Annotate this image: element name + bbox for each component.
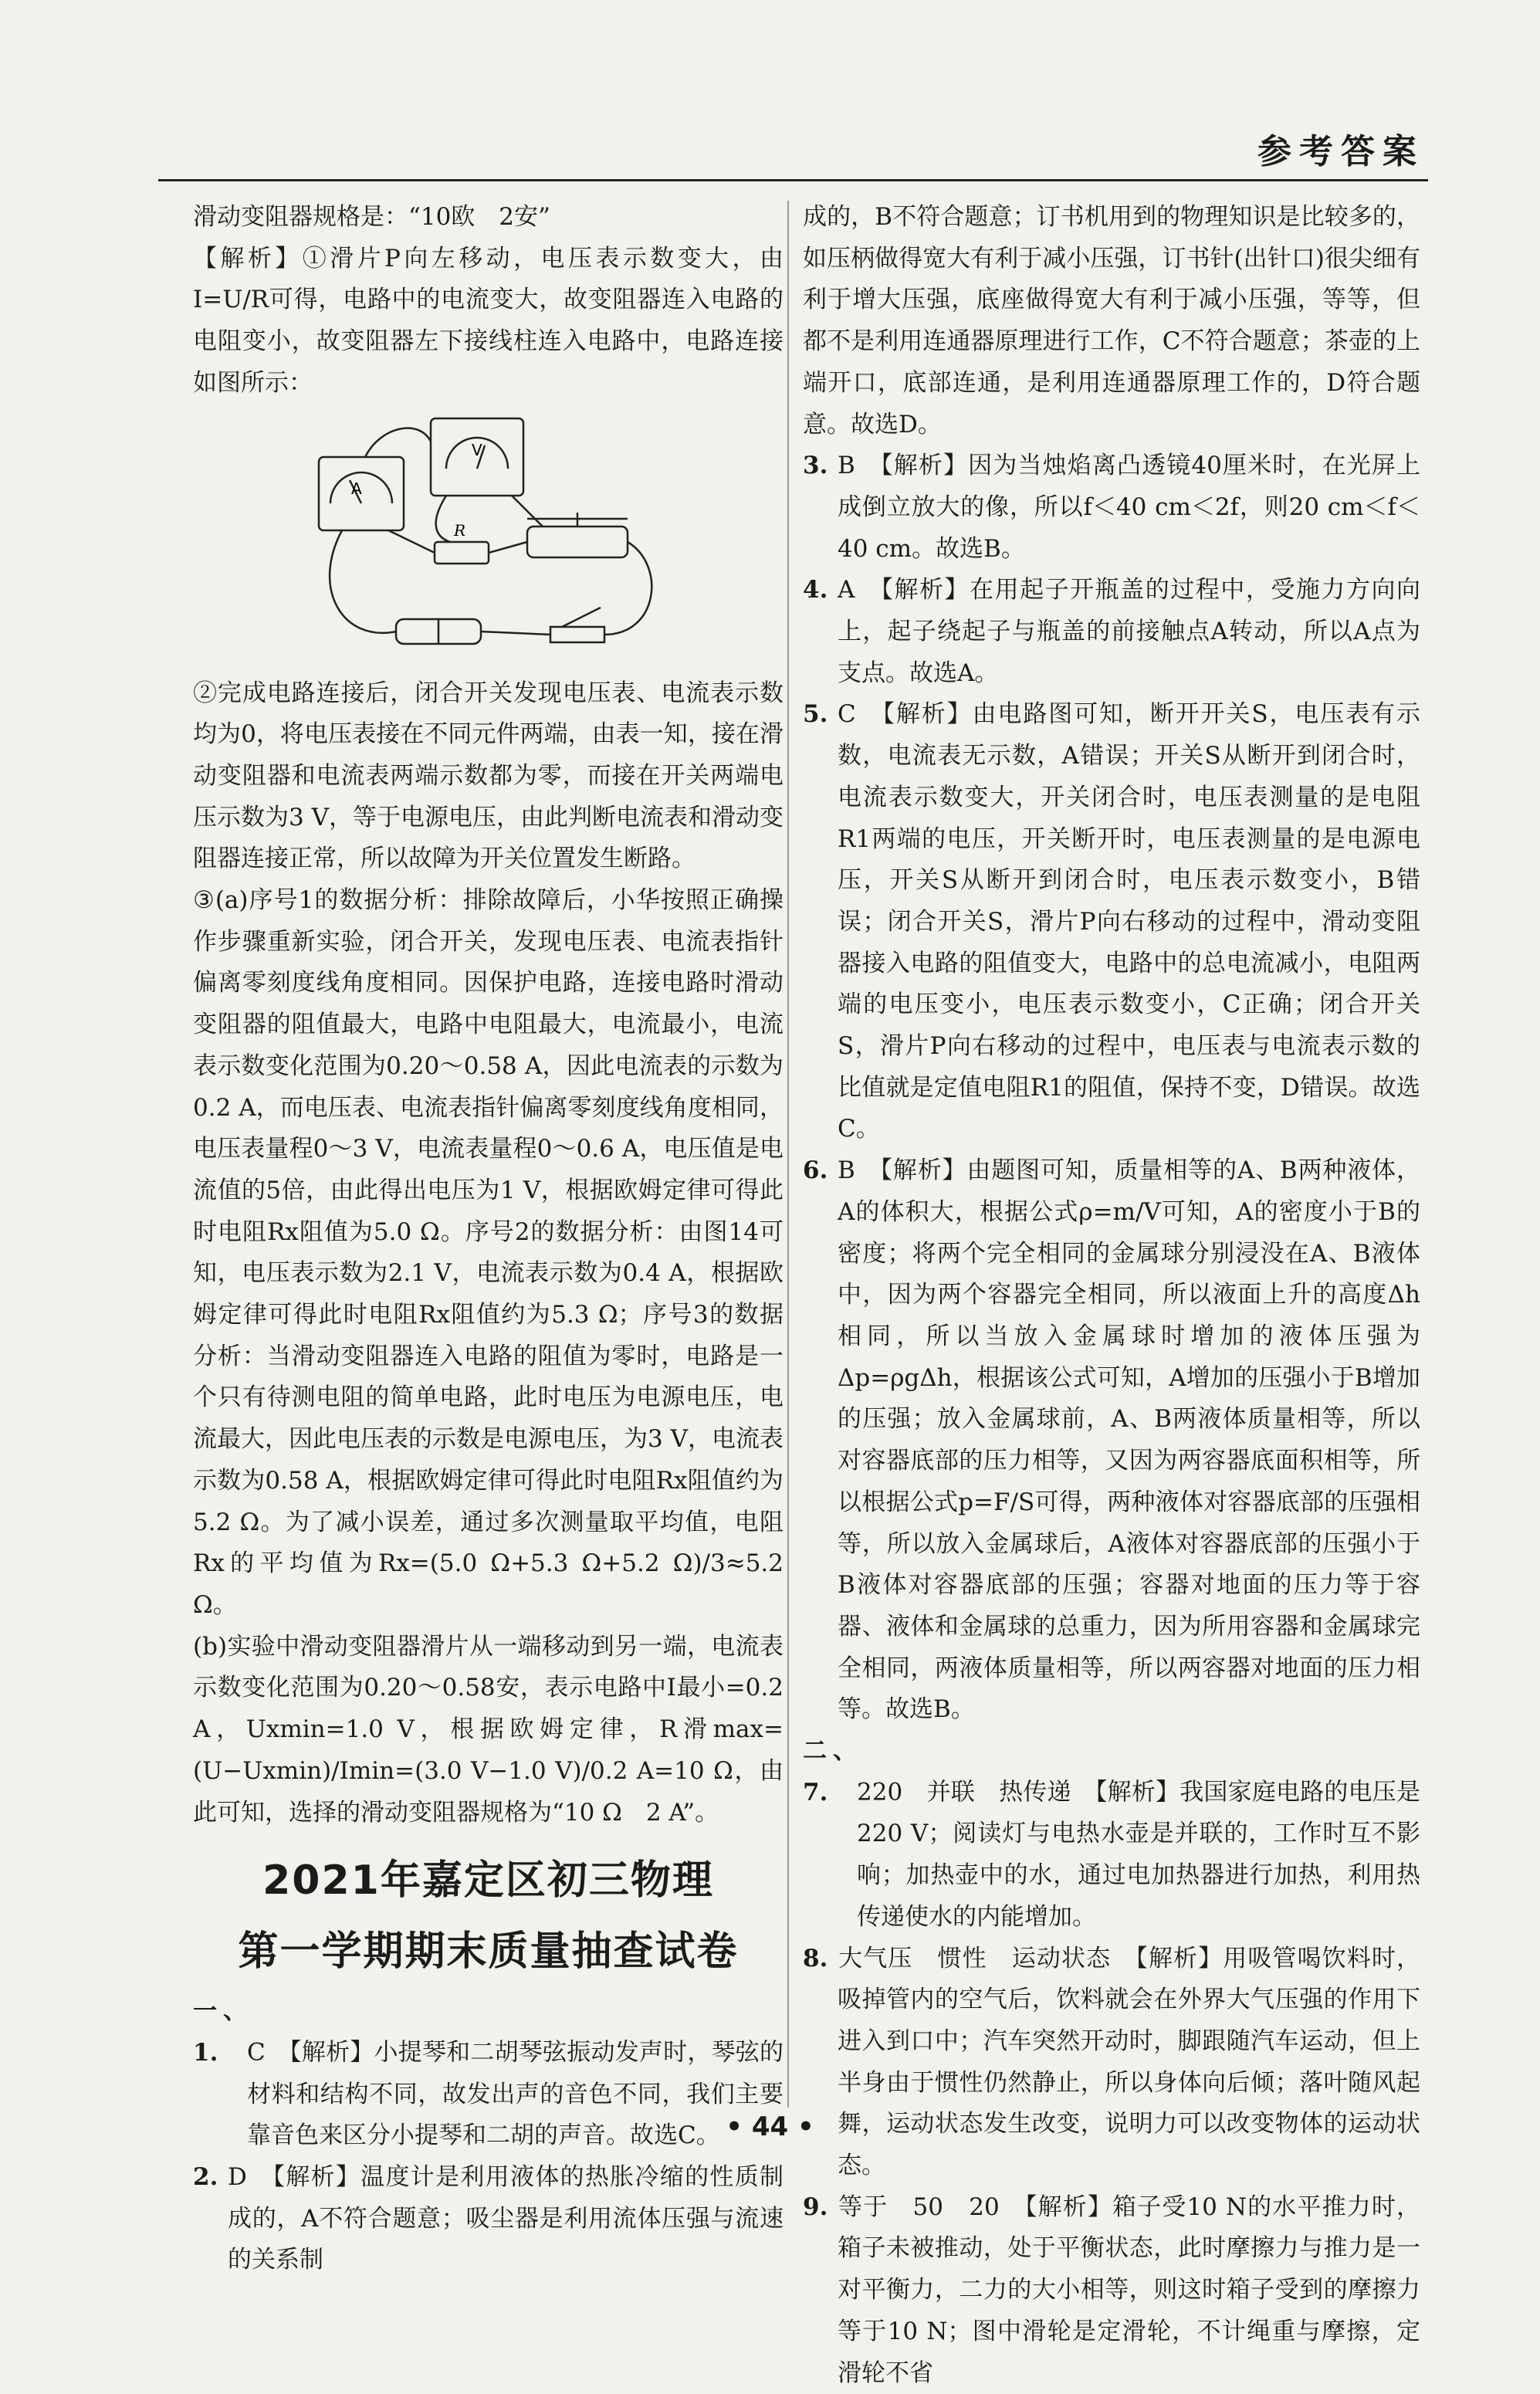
answer-3 — [803, 445, 1420, 570]
rheostat-spec: 滑动变阻器规格是：“10欧 2安” — [193, 203, 550, 231]
analysis-step2: ②完成电路连接后，闭合开关发现电压表、电流表示数均为0，将电压表接在不同元件两端，由表一知，接在滑动变阻器和电流表两端示数都为零，而接在开关两端电压示数为3 V，等于电源电压，由此判断电流表和滑动变阻器连接正常，所以故障为开关位置发生断路。 — [193, 679, 784, 873]
answer-3-text: B 【解析】因为当烛焰离凸透镜40厘米时，在光屏上成倒立放大的像，所以f＜40 cm＜2f，则20 cm＜f＜40 cm。故选B。 — [838, 452, 1420, 563]
answer-7-text: 220 并联 热传递 【解析】我国家庭电路的电压是220 V；阅读灯与电热水壶是并联的，工作时互不影响；加热壶中的水，通过电加热器进行加热，利用热传递使水的内能增加。 — [857, 1778, 1420, 1931]
answer-4-number: 4. — [803, 576, 828, 604]
answer-1-number: 一、1. — [193, 1997, 247, 2067]
answer-2-continued: 成的，B不符合题意；订书机用到的物理知识是比较多的，如压柄做得宽大有利于减小压强，订书针(出针口)很尖细有利于增大压强，底座做得宽大有利于减小压强，等等，但都不是利用连通器原理进行工作，C不符合题意；茶壶的上端开口，底部连通，是利用连通器原理工作的，D符合题意。故选D。 — [803, 203, 1420, 439]
analysis-step1: 【解析】①滑片P向左移动，电压表示数变大，由I=U/R可得，电路中的电流变大，故变阻器连入电路的电阻变小，故变阻器左下接线柱连入电路中，电路连接如图所示： — [193, 244, 784, 397]
page-number: • 44 • — [726, 2111, 814, 2142]
answer-4-text: A 【解析】在用起子开瓶盖的过程中，受施力方向向上，起子绕起子与瓶盖的前接触点A转动，所以A点为支点。故选A。 — [838, 576, 1420, 687]
answer-2-number: 2. — [193, 2163, 218, 2192]
answer-7-number: 二、7. — [803, 1737, 857, 1807]
switch-base — [550, 627, 604, 642]
right-column — [803, 197, 1420, 2394]
answer-3-number: 3. — [803, 452, 828, 480]
answer-6 — [803, 1150, 1420, 1731]
rheostat-body — [527, 527, 628, 557]
answer-8-text: 大气压 惯性 运动状态 【解析】用吸管喝饮料时，吸掉管内的空气后，饮料就会在外界大气压强的作用下进入到口中；汽车突然开动时，脚跟随汽车运动，但上半身由于惯性仍然静止，所以身体向后倾；落叶随风起舞，运动状态发生改变，说明力可以改变物体的运动状态。 — [838, 1944, 1420, 2180]
answer-5-text: C 【解析】由电路图可知，断开开关S，电压表有示数，电流表无示数，A错误；开关S从断开到闭合时，电流表示数变大，开关闭合时，电压表测量的是电阻R1两端的电压，开关断开时，电压表测量的是电源电压，开关S从断开到闭合时，电压表示数变小，B错误；闭合开关S，滑片P向右移动的过程中，滑动变阻器接入电路的阻值变大，电路中的总电流减小，电阻两端的电压变小，电压表示数变小，C正确；闭合开关S，滑片P向右移动的过程中，电压表与电流表示数的比值就是定值电阻R1的阻值，保持不变，D错误。故选C。 — [838, 700, 1420, 1143]
answer-9-text: 等于 50 20 【解析】箱子受10 N的水平推力时，箱子未被推动，处于平衡状态，此时摩擦力与推力是一对平衡力，二力的大小相等，则这时箱子受到的摩擦力等于10 N；图中滑轮是定滑轮，不计绳重与摩擦，定滑轮不省 — [838, 2193, 1420, 2387]
left-column — [193, 197, 784, 2281]
answer-2-text: D 【解析】温度计是利用液体的热胀冷缩的性质制成的，A不符合题意；吸尘器是利用流体压强与流速的关系制 — [228, 2163, 784, 2274]
header-title: 参考答案 — [1257, 132, 1424, 171]
answer-6-text: B 【解析】由题图可知，质量相等的A、B两种液体，A的体积大，根据公式ρ=m/V可知，A的密度小于B的密度；将两个完全相同的金属球分别浸没在A、B液体中，因为两个容器完全相同，所以液面上升的高度Δh相同，所以当放入金属球时增加的液体压强为Δp=ρgΔh，根据该公式可知，A增加的压强小于B增加的压强；放入金属球前，A、B两液体质量相等，所以对容器底部的压力相等，又因为两容器底面积相等，所以根据公式p=F/S可得，两种液体对容器底部的压强相等，所以放入金属球后，A液体对容器底部的压强小于B液体对容器底部的压强；容器对地面的压力等于容器、液体和金属球的总重力，因为所用容器和金属球完全相同，两液体质量相等，所以两容器对地面的压力相等。故选B。 — [838, 1156, 1420, 1724]
analysis-step3b: (b)实验中滑动变阻器滑片从一端移动到另一端，电流表示数变化范围为0.20～0.58安，表示电路中I最小=0.2 A，Uxmin=1.0 V，根据欧姆定律，R滑max=(U−Uxmin)/Imin=(3.0 V−1.0 V)/0.2 A=10 Ω，由此可知，选择的滑动变阻器规格为“10 Ω 2 A”。 — [193, 1632, 784, 1827]
circuit-diagram — [296, 411, 682, 665]
column-divider — [787, 201, 789, 2108]
resistor-label: R — [453, 520, 465, 540]
analysis-step3a: ③(a)序号1的数据分析：排除故障后，小华按照正确操作步骤重新实验，闭合开关，发现电压表、电流表指针偏离零刻度线角度相同。因保护电路，连接电路时滑动变阻器的阻值最大，电路中电阻最大，电流最小，电流表示数变化范围为0.20～0.58 A，因此电流表的示数为0.2 A，而电压表、电流表指针偏离零刻度线角度相同，电压表量程0～3 V，电流表量程0～0.6 A，电压值是电流值的5倍，由此得出电压为1 V，根据欧姆定律可得此时电阻Rx阻值为5.0 Ω。序号2的数据分析：由图14可知，电压表示数为2.1 V，电流表示数为0.4 A，根据欧姆定律可得此时电阻Rx阻值约为5.3 Ω；序号3的数据分析：当滑动变阻器连入电路的阻值为零时，电路是一个只有待测电阻的简单电路，此时电压为电源电压，电流最大，因此电压表的示数是电源电压，为3 V，电流表示数为0.58 A，根据欧姆定律可得此时电阻Rx阻值约为5.2 Ω。为了减小误差，通过多次测量取平均值，电阻Rx的平均值为Rx=(5.0 Ω+5.3 Ω+5.2 Ω)/3≈5.2 Ω。 — [193, 886, 784, 1619]
answer-4 — [803, 570, 1420, 694]
answer-8-number: 8. — [803, 1944, 828, 1972]
answer-1-text: C 【解析】小提琴和二胡琴弦振动发声时，琴弦的材料和结构不同，故发出声的音色不同，我们主要靠音色来区分小提琴和二胡的声音。故选C。 — [247, 2038, 784, 2150]
exam-title-line2: 第一学期期末质量抽查试卷 — [238, 1928, 739, 1976]
resistor-body — [435, 542, 489, 564]
answer-2 — [193, 2157, 784, 2281]
exam-title-line1: 2021年嘉定区初三物理 — [262, 1857, 714, 1905]
voltmeter-label: V — [471, 440, 482, 459]
answer-5 — [803, 694, 1420, 1150]
answer-6-number: 6. — [803, 1156, 828, 1185]
answer-7 — [803, 1731, 1420, 1939]
answer-9-number: 9. — [803, 2193, 828, 2221]
ammeter-label: A — [350, 479, 362, 498]
header-rule — [158, 179, 1428, 181]
answer-8 — [803, 1939, 1420, 2187]
answer-9 — [803, 2187, 1420, 2394]
answer-5-number: 5. — [803, 700, 828, 729]
